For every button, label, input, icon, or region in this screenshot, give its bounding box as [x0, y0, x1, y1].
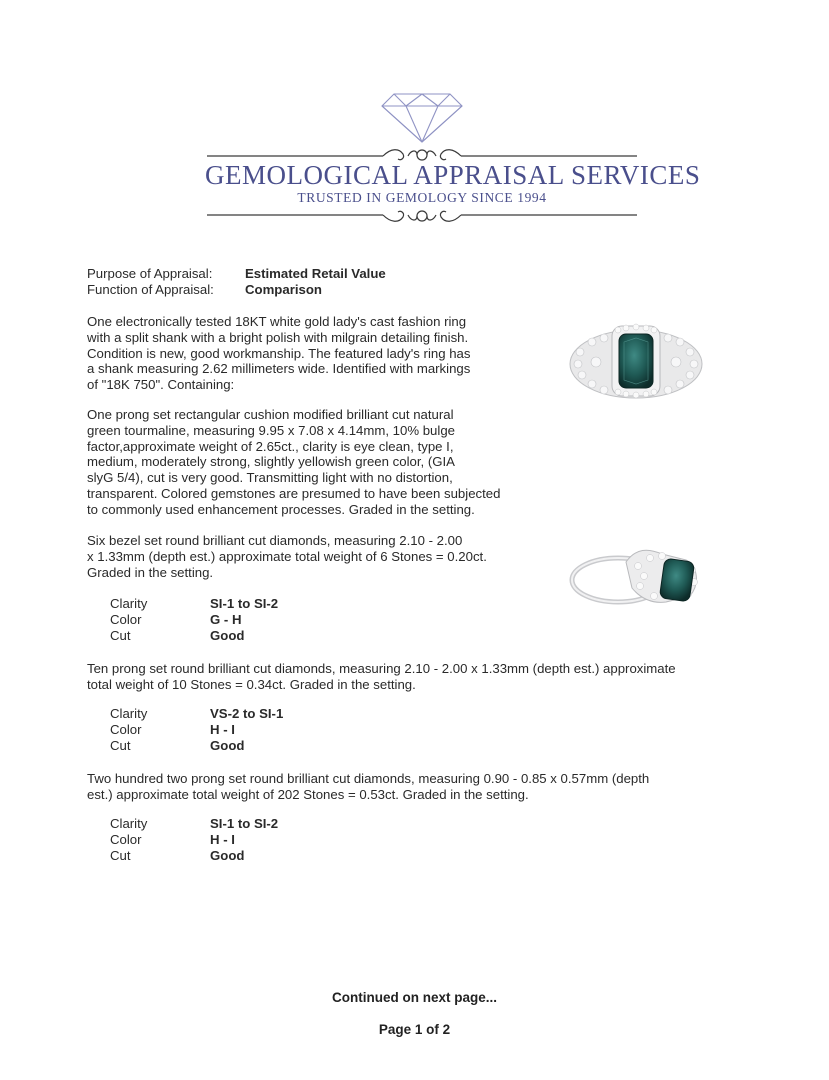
ring-side-photo — [566, 518, 706, 618]
clarity-label: Clarity — [110, 706, 148, 721]
bottom-ornament-divider — [205, 205, 639, 227]
cut-label: Cut — [110, 738, 131, 753]
color-label: Color — [110, 612, 142, 627]
continued-note: Continued on next page... — [332, 990, 497, 1005]
prong-10-diamonds-description: Ten prong set round brilliant cut diamonds, measuring 2.10 - 2.00 x 1.33mm (depth est.) approximate total weight of 10 Stones = 0.34ct. Graded in the setting. — [87, 661, 676, 692]
cut-value: Good — [210, 848, 245, 863]
ring-front-photo — [566, 312, 706, 408]
tourmaline-description: One prong set rectangular cushion modified brilliant cut natural green tourmaline, measuring 9.95 x 7.08 x 4.14mm, 10% bulge factor,approximate weight of 2.65ct., clarity is eye clean, type I, medium, moderately strong, slightly yellowish green color, (GIA slyG 5/4), cut is very good. Transmitting light with no distortion, transparent. Colored gemstones are presumed to have been subjected to commonly used enhancement processes. Graded in the setting. — [87, 407, 501, 517]
cut-value: Good — [210, 628, 245, 643]
color-label: Color — [110, 722, 142, 737]
clarity-value: VS-2 to SI-1 — [210, 706, 284, 721]
prong-202-diamonds-description: Two hundred two prong set round brilliant cut diamonds, measuring 0.90 - 0.85 x 0.57mm (depth est.) approximate total weight of 202 Stones = 0.53ct. Graded in the setting. — [87, 771, 650, 802]
color-label: Color — [110, 832, 142, 847]
function-value: Comparison — [245, 282, 322, 297]
cut-label: Cut — [110, 848, 131, 863]
clarity-label: Clarity — [110, 816, 148, 831]
clarity-label: Clarity — [110, 596, 148, 611]
purpose-label: Purpose of Appraisal: — [87, 266, 213, 281]
function-label: Function of Appraisal: — [87, 282, 214, 297]
color-value: H - I — [210, 722, 235, 737]
diamond-logo-icon — [380, 92, 464, 144]
purpose-value: Estimated Retail Value — [245, 266, 386, 281]
ring-description: One electronically tested 18KT white gold lady's cast fashion ring with a split shank with a bright polish with milgrain detailing finish. Condition is new, good workmanship. The featured lady's ring has a shank measuring 2.62 millimeters wide. Identified with markings of "18K 750". Containing: — [87, 314, 471, 393]
clarity-value: SI-1 to SI-2 — [210, 816, 279, 831]
company-tagline: TRUSTED IN GEMOLOGY SINCE 1994 — [297, 190, 547, 205]
cut-value: Good — [210, 738, 245, 753]
cut-label: Cut — [110, 628, 131, 643]
clarity-value: SI-1 to SI-2 — [210, 596, 279, 611]
bezel-diamonds-description: Six bezel set round brilliant cut diamonds, measuring 2.10 - 2.00 x 1.33mm (depth est.) approximate total weight of 6 Stones = 0.20ct. Graded in the setting. — [87, 533, 487, 580]
page-number: Page 1 of 2 — [378, 1022, 451, 1037]
color-value: G - H — [210, 612, 242, 627]
company-title: GEMOLOGICAL APPRAISAL SERVICES — [205, 160, 701, 190]
color-value: H - I — [210, 832, 235, 847]
